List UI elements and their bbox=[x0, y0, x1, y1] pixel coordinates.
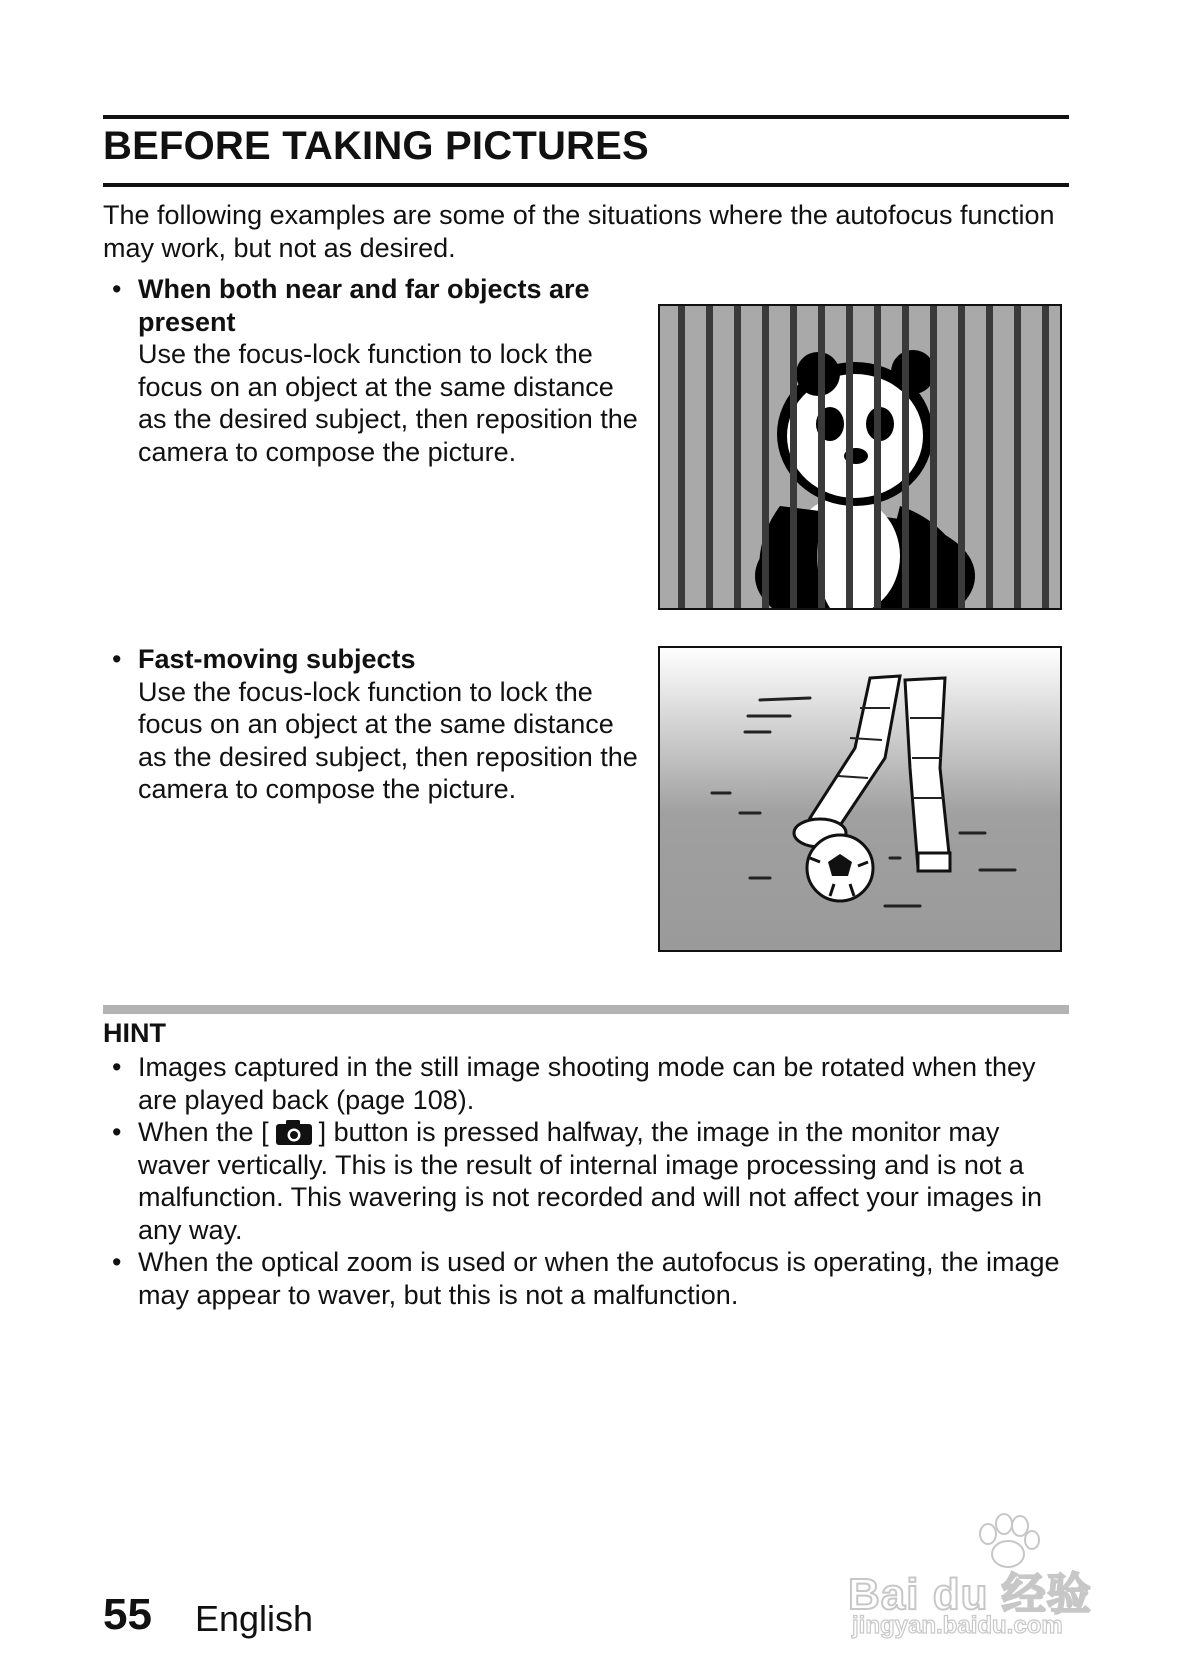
watermark-logo-text: Bai du 经验 bbox=[848, 1570, 1092, 1619]
hint-text: Images captured in the still image shooting mode can be rotated when they are played back (page 108). bbox=[138, 1052, 1036, 1115]
panda-illustration bbox=[658, 304, 1062, 610]
baidu-watermark bbox=[848, 1512, 1138, 1642]
soccer-player-kicking-ball-image bbox=[660, 648, 1060, 950]
top-rule bbox=[103, 115, 1069, 119]
case-near-far bbox=[112, 273, 642, 468]
case-heading: When both near and far objects are present bbox=[138, 274, 590, 337]
page-number: 55 bbox=[103, 1590, 152, 1639]
bullet-icon: • bbox=[112, 1052, 122, 1082]
bullet-icon: • bbox=[112, 1117, 122, 1147]
hint-item bbox=[112, 1246, 1072, 1311]
title-rule bbox=[103, 183, 1069, 187]
hint-text: When the optical zoom is used or when the autofocus is operating, the image may appear to waver, but this is not a malfunction. bbox=[138, 1247, 1060, 1310]
watermark-url: jingyan.baidu.com bbox=[852, 1612, 1063, 1639]
page-title: BEFORE TAKING PICTURES bbox=[103, 124, 649, 168]
page-language: English bbox=[195, 1598, 314, 1639]
camera-icon bbox=[275, 1120, 313, 1146]
soccer-illustration bbox=[658, 646, 1062, 952]
case-fast-moving bbox=[112, 643, 642, 806]
soccer-ball-icon bbox=[807, 835, 873, 901]
panda-behind-bars-image bbox=[660, 306, 1060, 608]
hint-text-after: ] button is pressed halfway, the image in the monitor may waver vertically. This is the result of internal image processing and is not a malfunction. This wavering is not recorded and will not affect your images in any way. bbox=[138, 1117, 1042, 1245]
bullet-icon: • bbox=[112, 644, 122, 674]
case-heading: Fast-moving subjects bbox=[138, 644, 416, 674]
hint-label: HINT bbox=[103, 1018, 166, 1048]
hint-item bbox=[112, 1051, 1072, 1116]
case-body: Use the focus-lock function to lock the focus on an object at the same distance as the desired subject, then reposition the camera to compose the picture. bbox=[138, 339, 638, 467]
case-body: Use the focus-lock function to lock the focus on an object at the same distance as the desired subject, then reposition the camera to compose the picture. bbox=[138, 676, 638, 804]
bullet-icon: • bbox=[112, 274, 122, 304]
intro-paragraph: The following examples are some of the situations where the autofocus function may work, but not as desired. bbox=[103, 200, 1055, 263]
hint-text-before: When the [ bbox=[138, 1117, 269, 1147]
hint-list bbox=[112, 1051, 1072, 1311]
hint-divider bbox=[103, 1005, 1069, 1014]
hint-item bbox=[112, 1116, 1072, 1246]
bullet-icon: • bbox=[112, 1247, 122, 1277]
